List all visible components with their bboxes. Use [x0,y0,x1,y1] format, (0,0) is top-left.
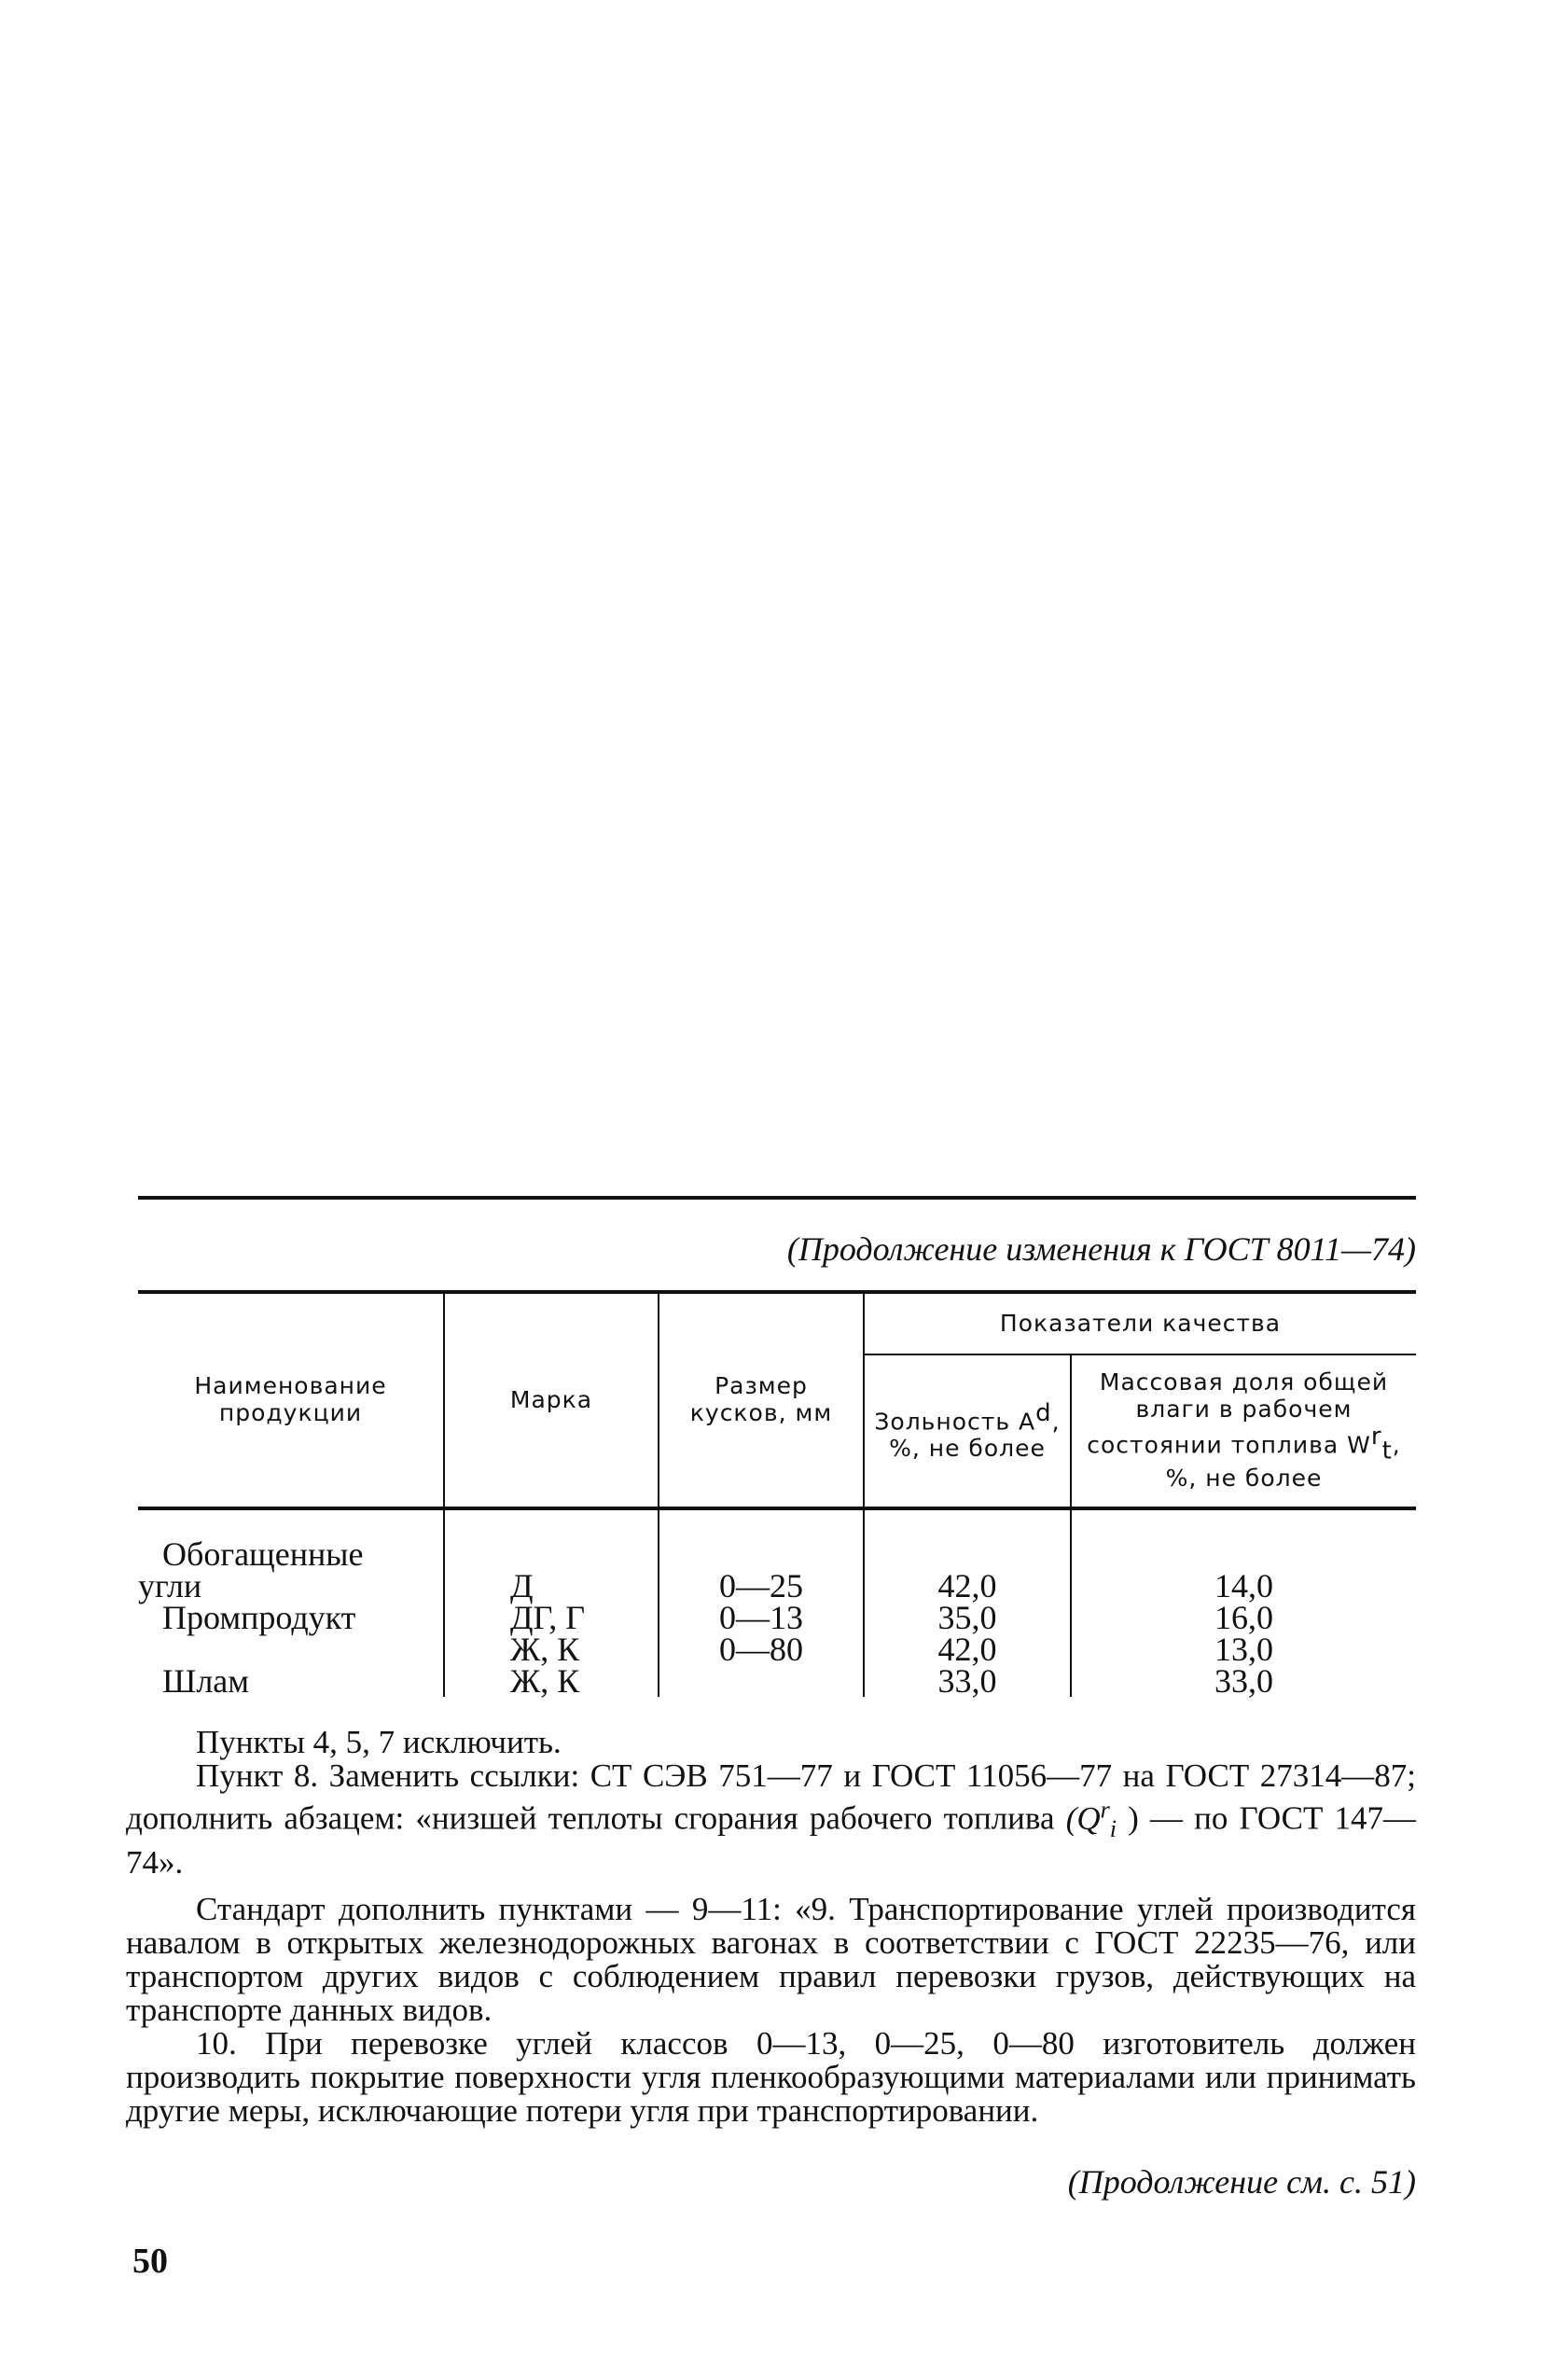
grade-value: Д [510,1567,534,1604]
product-name: угли [138,1567,202,1604]
grade-value: Ж, К [510,1631,580,1668]
formula-q-sup: r [1100,1796,1110,1823]
header-moisture-sup: r [1370,1422,1382,1451]
product-names-cell [138,1508,444,1700]
ash-value: 33,0 [937,1662,997,1700]
body-text [126,1726,1416,2128]
grade-value: Ж, К [510,1662,580,1700]
header-product-name: Наименование продукции [138,1292,444,1508]
header-moisture [1071,1354,1416,1508]
table-row [138,1508,1416,1697]
paragraph-item-8-text: Пункт 8. Заменить ссылки: СТ СЭВ 751—77 и ГОСТ 11056—77 на ГОСТ 27314—87; дополнить абзацем: «низшей теплоты сгорания рабочего топлива [126,1757,1416,1837]
product-name: Промпродукт [162,1599,356,1636]
paragraph-item-10: 10. При перевозке углей классов 0—13, 0—25, 0—80 изготовитель должен производить покрытие поверхности угля пленкообразующими материалами или принимать другие меры, исключающие потери угля при транспортировании. [126,2024,1416,2129]
header-moisture-label: Массовая доля общей влаги в рабочем состоянии топлива W [1087,1368,1389,1459]
paragraph-item-8 [126,1759,1416,1880]
header-moisture-unit: , %, не более [1165,1431,1401,1492]
running-head: (Продолжение изменения к ГОСТ 8011—74) [786,1230,1416,1268]
formula-q: ($Q^r_i$ [1065,1796,1117,1842]
size-value: 0—25 [719,1567,803,1604]
header-grade: Марка [444,1292,659,1508]
page-number: 50 [132,2242,168,2281]
header-ash-sup: d [1035,1398,1052,1427]
ash-value: 35,0 [937,1599,997,1636]
header-size: Размер кусков, мм [659,1292,864,1508]
grade-value: ДГ, Г [510,1599,586,1636]
quality-table-wrap [138,1290,1416,1700]
ash-value [865,1538,1070,1570]
grades-cell [444,1508,659,1700]
header-ash-unit: , %, не более [889,1407,1061,1462]
sizes-cell [659,1508,864,1697]
size-value [659,1665,863,1697]
product-name: Шлам [162,1662,250,1700]
header-moisture-sub: t [1381,1437,1393,1465]
quality-table [138,1290,1416,1700]
ash-cell [864,1508,1071,1700]
size-value: 0—13 [719,1599,803,1636]
paragraph-exclude: Пункты 4, 5, 7 исключить. [196,1724,562,1760]
moisture-value: 16,0 [1214,1599,1273,1636]
grade-value [510,1538,658,1570]
product-name [138,1633,443,1665]
continue-note: (Продолжение см. с. 51) [1067,2163,1416,2201]
formula-q-sub: i [1109,1814,1117,1842]
moisture-value: 13,0 [1214,1631,1273,1668]
paragraph-item-8-tail: ) — по ГОСТ 147—74». [126,1799,1416,1881]
size-value [659,1538,863,1570]
moisture-value [1072,1538,1416,1570]
paragraph-item-9: Стандарт дополнить пунктами — 9—11: «9. Транспортирование углей производится навалом в открытых железнодорожных вагонах в соответствии с ГОСТ 22235—76, или транспортом других видов с соблюдением правил перевозки грузов, действующих на транспорте данных видов. [126,1890,1416,2028]
formula-q-symbol: Q [1076,1799,1101,1837]
header-ash [864,1354,1071,1508]
size-value: 0—80 [719,1631,803,1668]
header-quality-group: Показатели качества [864,1292,1416,1354]
moisture-value: 33,0 [1214,1662,1273,1700]
ash-value: 42,0 [937,1631,997,1668]
product-name: Обогащенные [162,1535,364,1573]
ash-value: 42,0 [937,1567,997,1604]
header-ash-label: Зольность A [874,1407,1036,1435]
moisture-value: 14,0 [1214,1567,1273,1604]
moisture-cell [1071,1508,1416,1700]
top-rule [138,1196,1416,1200]
